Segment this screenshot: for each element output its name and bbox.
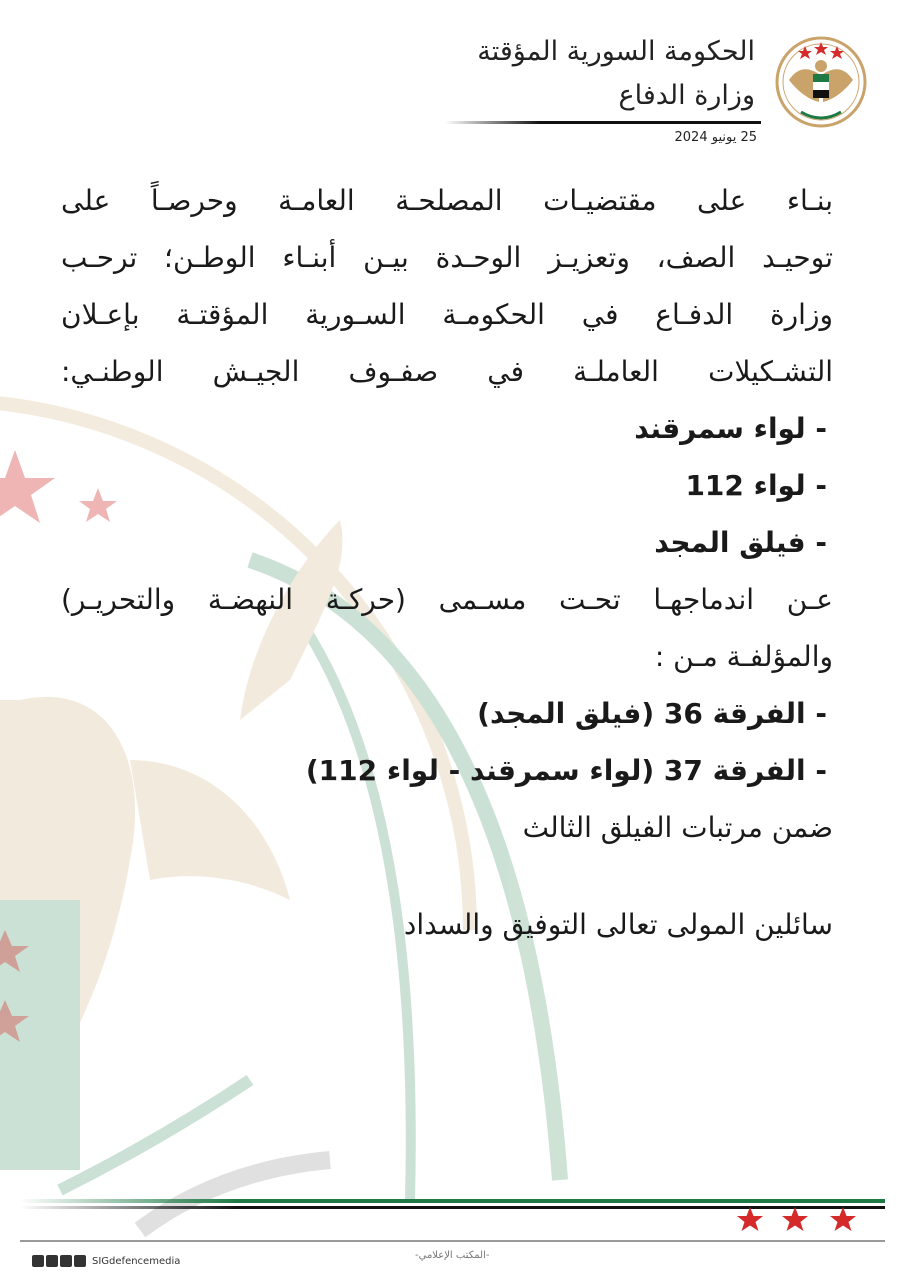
formation-item: - لواء سمرقند: [634, 412, 827, 445]
intro-line: وزارة الدفـاع في الحكومـة السـورية المؤقتـة بإعـلان: [61, 298, 833, 331]
closing-line: سائلين المولى تعالى التوفيق والسداد: [403, 908, 833, 941]
telegram-icon: [74, 1255, 86, 1267]
header-divider: [445, 121, 761, 124]
ministry-title: وزارة الدفاع: [618, 80, 755, 111]
facebook-icon: [46, 1255, 58, 1267]
statement-body: [61, 172, 833, 953]
letterhead: [397, 30, 867, 160]
intro-line: التشـكيلات العاملـة في صفـوف الجيـش الوطنـي:: [61, 355, 833, 388]
intro-line: بنـاء على مقتضيـات المصلحـة العامـة وحرصـاً على: [61, 184, 833, 217]
social-handle: SIGdefencemedia: [92, 1255, 181, 1267]
media-office-label: -المكتب الإعلامي-: [415, 1250, 490, 1261]
merge-line: والمؤلفـة مـن :: [654, 640, 833, 673]
division-item: - الفرقة 36 (فيلق المجد): [477, 697, 827, 730]
footer-stars: [735, 1205, 865, 1235]
youtube-icon: [32, 1255, 44, 1267]
formation-item: - فيلق المجد: [654, 526, 827, 559]
government-title: الحكومة السورية المؤقتة: [477, 36, 755, 67]
social-handles: [32, 1254, 180, 1268]
footer-divider: [20, 1240, 885, 1242]
division-item: - الفرقة 37 (لواء سمرقند - لواء 112): [305, 754, 827, 787]
merge-line: عـن اندماجهـا تحـت مسـمى (حركـة النهضـة والتحريـر): [61, 583, 833, 616]
red-star-icon: [782, 1207, 808, 1231]
ministry-emblem-icon: [775, 32, 867, 130]
formation-item: - لواء 112: [685, 469, 827, 502]
intro-line: توحيـد الصف، وتعزيـز الوحـدة بيـن أبنـاء الوطـن؛ ترحـب: [61, 241, 833, 274]
x-icon: [60, 1255, 72, 1267]
within-corps-line: ضمن مرتبات الفيلق الثالث: [522, 811, 833, 844]
red-star-icon: [830, 1207, 856, 1231]
red-star-icon: [737, 1207, 763, 1231]
statement-date: 25 يونيو 2024: [674, 130, 757, 145]
